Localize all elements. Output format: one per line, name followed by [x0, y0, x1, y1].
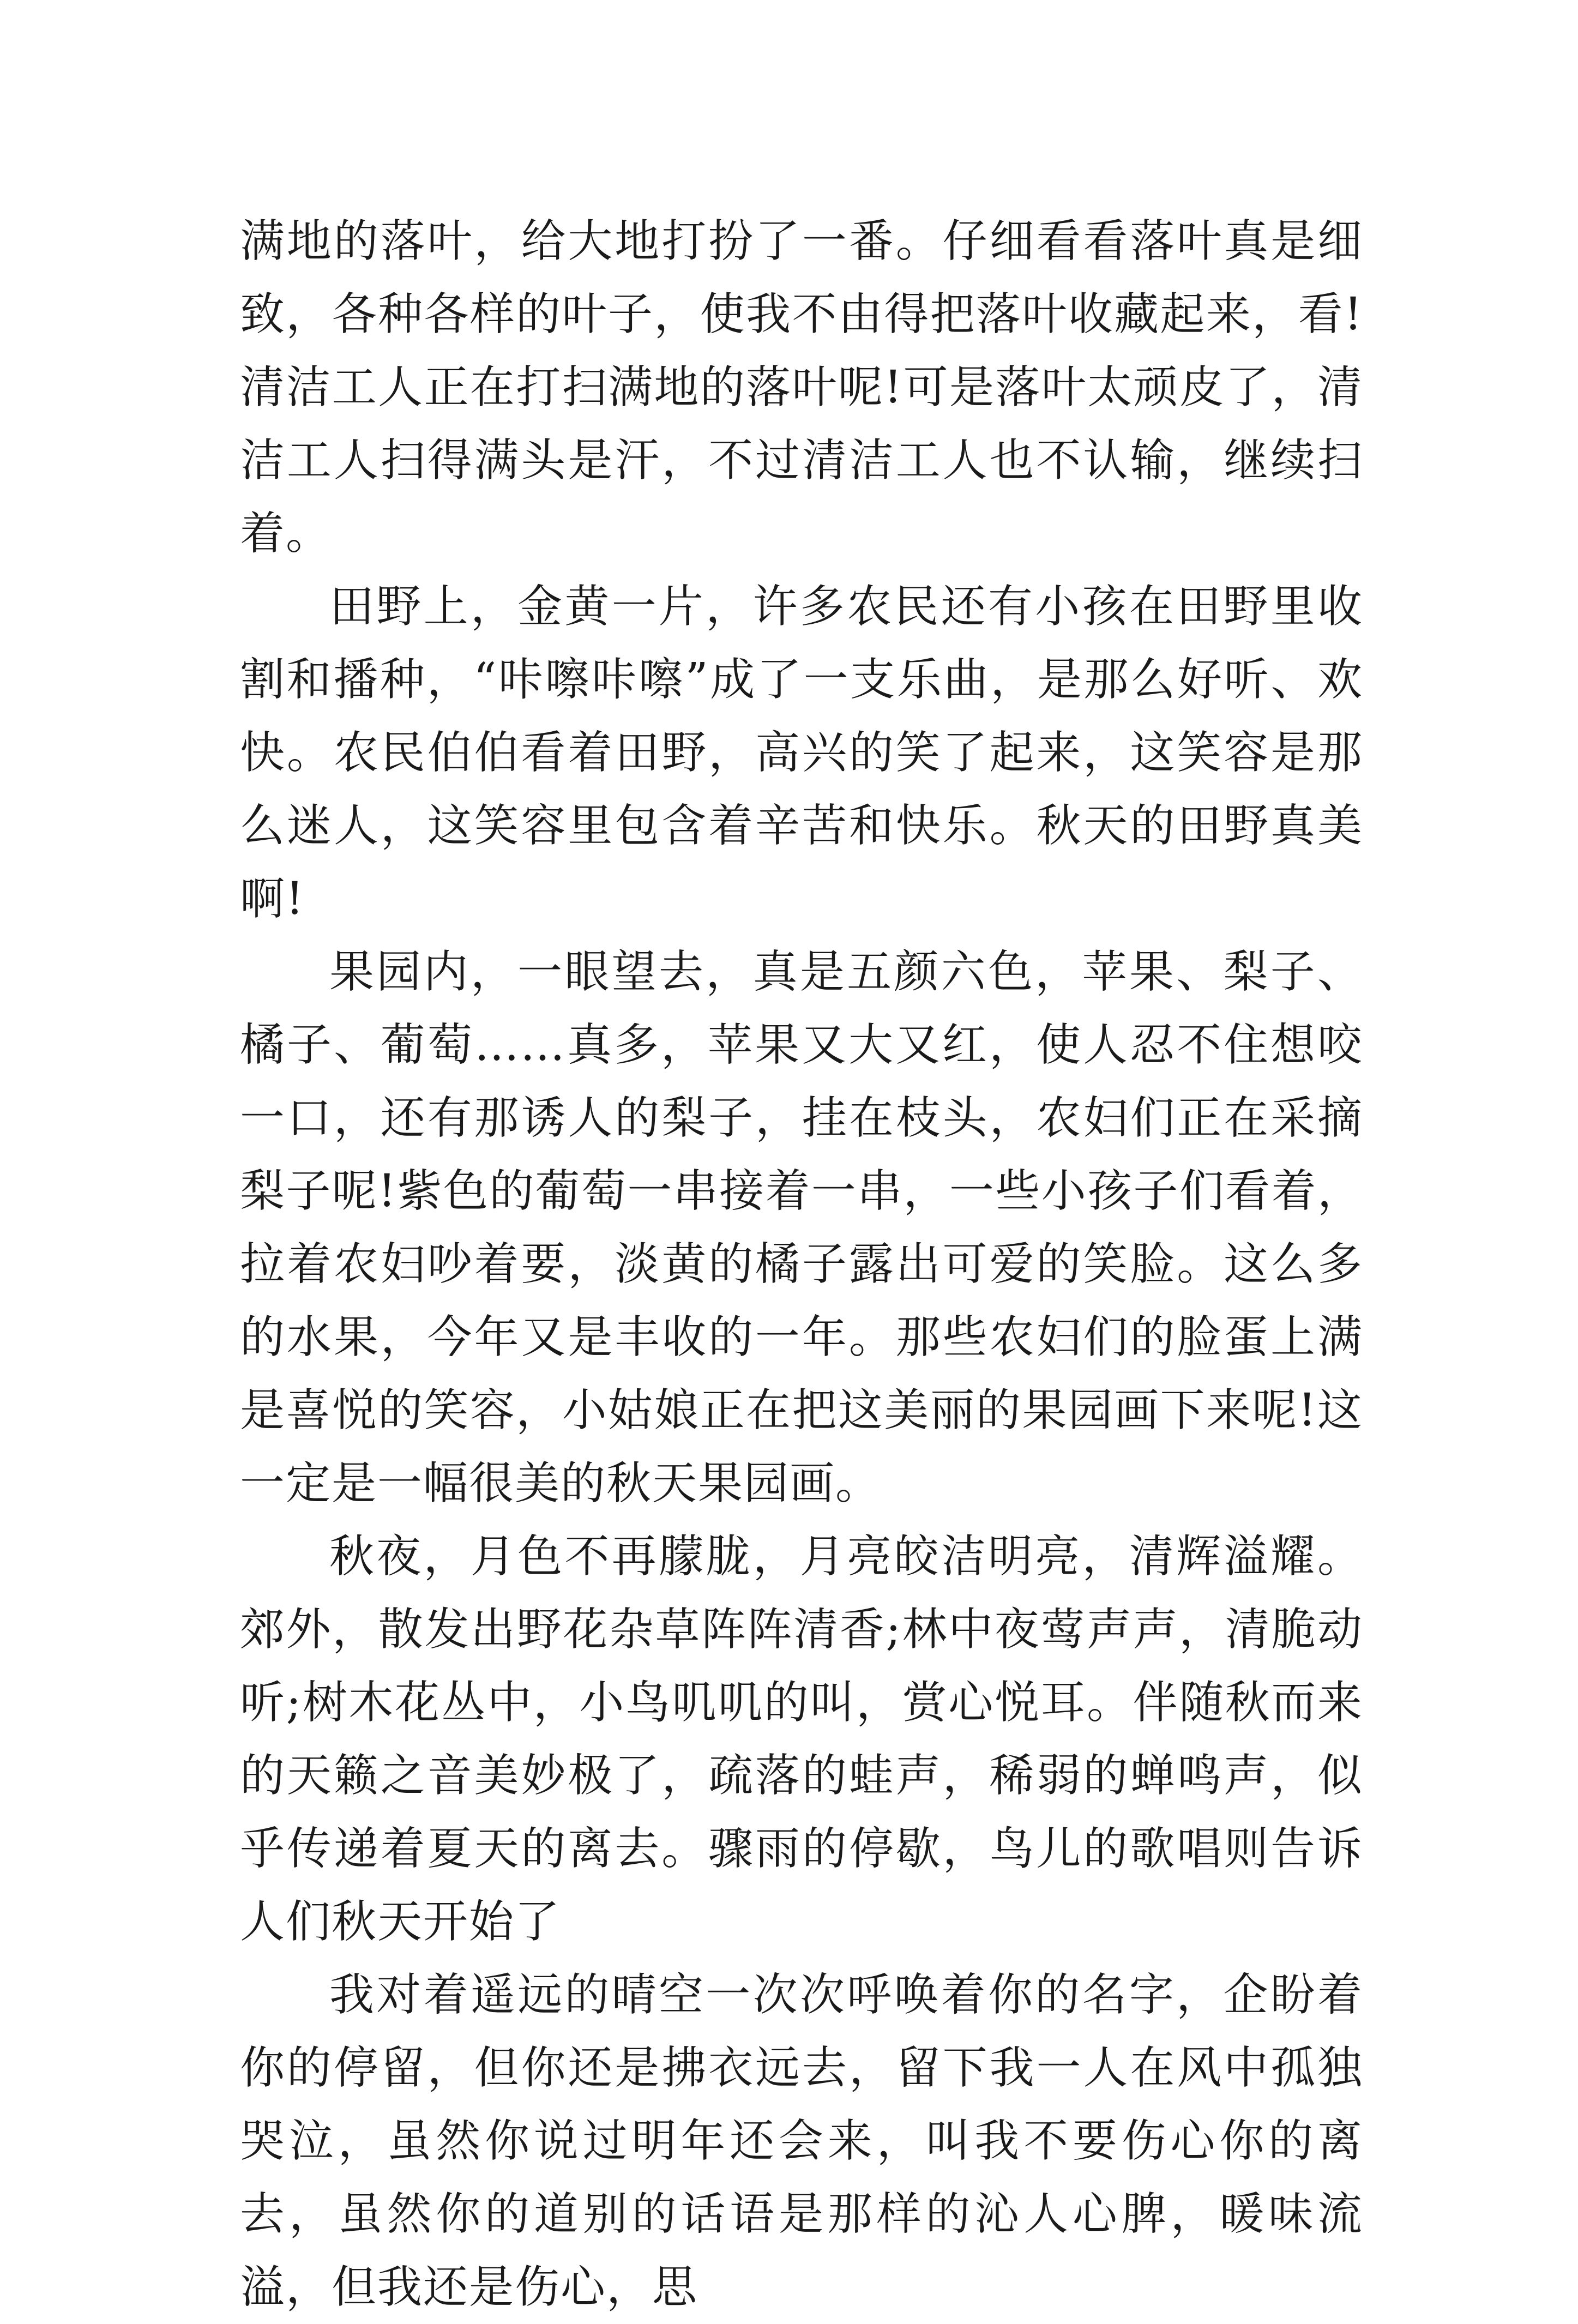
paragraph-1: 满地的落叶，给大地打扮了一番。仔细看看落叶真是细致，各种各样的叶子，使我不由得把落叶收藏起来，看!清洁工人正在打扫满地的落叶呢!可是落叶太顽皮了，清洁工人扫得满头是汗，不过清洁工人也不认输，继续扫着。 [240, 215, 1363, 559]
paragraph-2: 田野上，金黄一片，许多农民还有小孩在田野里收割和播种，“咔嚓咔嚓”成了一支乐曲，是那么好听、欢快。农民伯伯看着田野，高兴的笑了起来，这笑容是那么迷人，这笑容里包含着辛苦和快乐。秋天的田野真美啊! [240, 581, 1363, 925]
document-body [240, 205, 1363, 2324]
paragraph-4: 秋夜，月色不再朦胧，月亮皎洁明亮，清辉溢耀。郊外，散发出野花杂草阵阵清香;林中夜莺声声，清脆动听;树木花丛中，小鸟叽叽的叫，赏心悦耳。伴随秋而来的天籁之音美妙极了，疏落的蛙声，稀弱的蝉鸣声，似乎传递着夏天的离去。骤雨的停歇，鸟儿的歌唱则告诉人们秋天开始了 [240, 1531, 1363, 1948]
paragraph-5: 我对着遥远的晴空一次次呼唤着你的名字，企盼着你的停留，但你还是拂衣远去，留下我一人在风中孤独哭泣，虽然你说过明年还会来，叫我不要伤心你的离去，虽然你的道别的话语是那样的沁人心脾，暖味流溢，但我还是伤心，思 [240, 1969, 1363, 2313]
paragraph-3: 果园内，一眼望去，真是五颜六色，苹果、梨子、橘子、葡萄……真多，苹果又大又红，使人忍不住想咬一口，还有那诱人的梨子，挂在枝头，农妇们正在采摘梨子呢!紫色的葡萄一串接着一串，一些小孩子们看着，拉着农妇吵着要，淡黄的橘子露出可爱的笑脸。这么多的水果，今年又是丰收的一年。那些农妇们的脸蛋上满是喜悦的笑容，小姑娘正在把这美丽的果园画下来呢!这一定是一幅很美的秋天果园画。 [240, 946, 1363, 1509]
